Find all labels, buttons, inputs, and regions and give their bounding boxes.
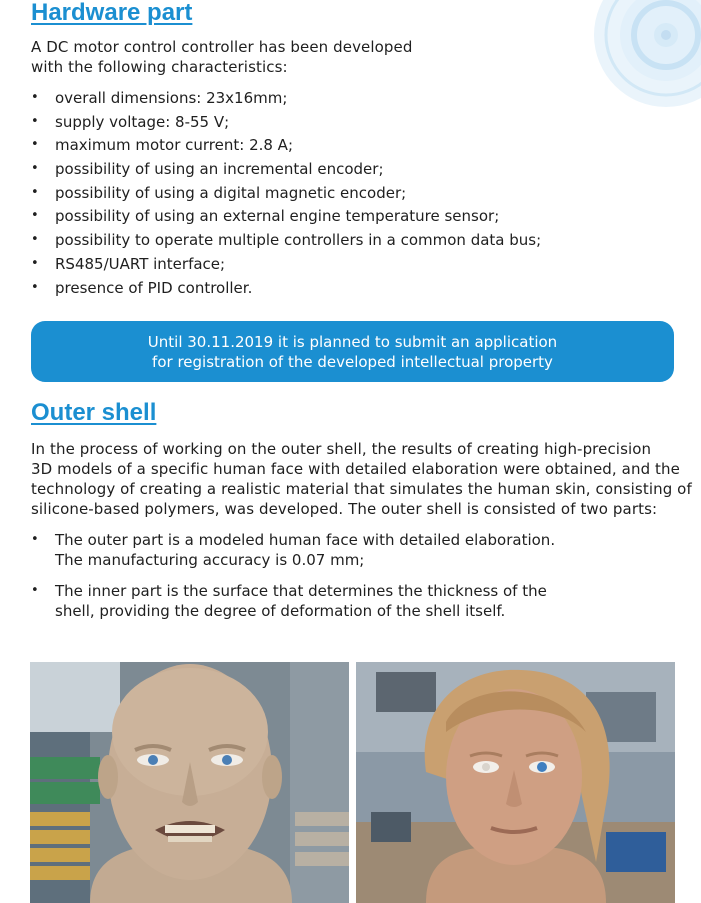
hardware-heading: Hardware part <box>31 0 193 26</box>
outer-shell-intro-line: In the process of working on the outer shell, the results of creating high-precision <box>31 440 652 458</box>
list-item: • supply voltage: 8-55 V; <box>31 112 541 136</box>
outer-shell-intro <box>31 439 692 519</box>
list-item <box>31 581 555 621</box>
list-item-line: shell, providing the degree of deformation of the shell itself. <box>55 602 506 620</box>
list-item <box>31 530 555 570</box>
outer-shell-intro-line: 3D models of a specific human face with detailed elaboration were obtained, and the <box>31 460 680 478</box>
outer-shell-parts-list <box>31 530 555 621</box>
outer-shell-intro-line: silicone-based polymers, was developed. The outer shell is consisted of two parts: <box>31 500 658 518</box>
hardware-intro <box>31 37 413 77</box>
list-item: • RS485/UART interface; <box>31 254 541 278</box>
outer-shell-heading: Outer shell <box>31 399 157 426</box>
list-item: • presence of PID controller. <box>31 278 541 302</box>
photo-bald-face-model <box>30 662 349 903</box>
list-item: • maximum motor current: 2.8 A; <box>31 135 541 159</box>
outer-shell-intro-line: technology of creating a realistic material that simulates the human skin, consisting of <box>31 480 692 498</box>
ip-registration-callout <box>31 321 674 382</box>
callout-line: for registration of the developed intellectual property <box>152 352 553 371</box>
photo-face-with-hair <box>356 662 675 903</box>
callout-line: Until 30.11.2019 it is planned to submit an application <box>147 332 558 351</box>
list-item: • overall dimensions: 23x16mm; <box>31 88 541 112</box>
list-item: • possibility of using a digital magnetic encoder; <box>31 183 541 207</box>
list-item-line: The outer part is a modeled human face with detailed elaboration. <box>55 531 556 549</box>
list-item: • possibility of using an incremental encoder; <box>31 159 541 183</box>
decorative-circles <box>591 0 701 110</box>
list-item-line: The manufacturing accuracy is 0.07 mm; <box>55 551 365 569</box>
list-item: • possibility to operate multiple controllers in a common data bus; <box>31 230 541 254</box>
hardware-intro-line: A DC motor control controller has been developed <box>31 38 413 56</box>
hardware-intro-line: with the following characteristics: <box>31 58 288 76</box>
hardware-characteristics-list <box>31 88 541 301</box>
list-item: • possibility of using an external engine temperature sensor; <box>31 206 541 230</box>
list-item-line: The inner part is the surface that determines the thickness of the <box>55 582 547 600</box>
